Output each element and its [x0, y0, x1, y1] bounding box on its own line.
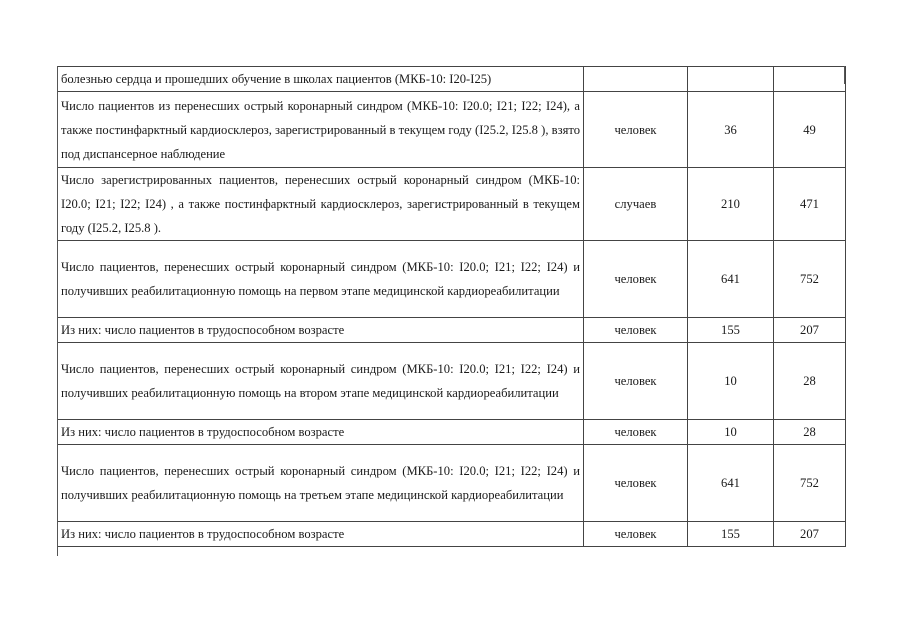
row-unit: человек [584, 241, 688, 318]
table-row [58, 92, 846, 168]
row-value-2: 207 [774, 318, 846, 343]
row-value-2 [774, 67, 846, 92]
row-value-2: 752 [774, 241, 846, 318]
row-value-1: 210 [688, 168, 774, 241]
row-description: Число зарегистрированных пациентов, перенесших острый коронарный синдром (МКБ-10: I20.0; I21; I22; I24) , а также постинфарктный кардиосклероз, зарегистрированный в текущем году (I25.2, I25.8 ). [58, 168, 584, 241]
row-value-1: 641 [688, 445, 774, 522]
report-table [57, 66, 846, 547]
table-row [58, 241, 846, 318]
row-value-1: 36 [688, 92, 774, 168]
row-value-2: 207 [774, 522, 846, 547]
row-unit: человек [584, 92, 688, 168]
row-unit: человек [584, 445, 688, 522]
table-row [58, 420, 846, 445]
row-value-1: 155 [688, 522, 774, 547]
row-description: Из них: число пациентов в трудоспособном возрасте [58, 522, 584, 547]
row-description: Число пациентов, перенесших острый коронарный синдром (МКБ-10: I20.0; I21; I22; I24) и получивших реабилитационную помощь на втором этапе медицинской кардиореабилитации [58, 343, 584, 420]
row-description: Из них: число пациентов в трудоспособном возрасте [58, 420, 584, 445]
row-description: Число пациентов из перенесших острый коронарный синдром (МКБ-10: I20.0; I21; I22; I24), а также постинфарктный кардиосклероз, зарегистрированный в текущем году (I25.2, I25.8 ), взято под диспансерное наблюдение [58, 92, 584, 168]
row-value-1: 155 [688, 318, 774, 343]
row-unit: человек [584, 420, 688, 445]
row-description: болезнью сердца и прошедших обучение в школах пациентов (МКБ-10: I20-I25) [58, 67, 584, 92]
row-description: Число пациентов, перенесших острый коронарный синдром (МКБ-10: I20.0; I21; I22; I24) и получивших реабилитационную помощь на первом этапе медицинской кардиореабилитации [58, 241, 584, 318]
table-row [58, 343, 846, 420]
row-value-2: 752 [774, 445, 846, 522]
table-row [58, 445, 846, 522]
row-value-1: 641 [688, 241, 774, 318]
row-unit: человек [584, 343, 688, 420]
table-row [58, 318, 846, 343]
row-value-1: 10 [688, 420, 774, 445]
row-value-1: 10 [688, 343, 774, 420]
row-value-2: 28 [774, 420, 846, 445]
row-unit: человек [584, 318, 688, 343]
row-value-2: 471 [774, 168, 846, 241]
table-row [58, 67, 846, 92]
row-value-2: 49 [774, 92, 846, 168]
row-unit: человек [584, 522, 688, 547]
table-row [58, 168, 846, 241]
row-value-1 [688, 67, 774, 92]
row-unit [584, 67, 688, 92]
row-description: Число пациентов, перенесших острый коронарный синдром (МКБ-10: I20.0; I21; I22; I24) и получивших реабилитационную помощь на третьем этапе медицинской кардиореабилитации [58, 445, 584, 522]
table-right-border [844, 66, 845, 84]
table-row [58, 522, 846, 547]
row-unit: случаев [584, 168, 688, 241]
row-description: Из них: число пациентов в трудоспособном возрасте [58, 318, 584, 343]
table-left-border [57, 66, 58, 556]
row-value-2: 28 [774, 343, 846, 420]
